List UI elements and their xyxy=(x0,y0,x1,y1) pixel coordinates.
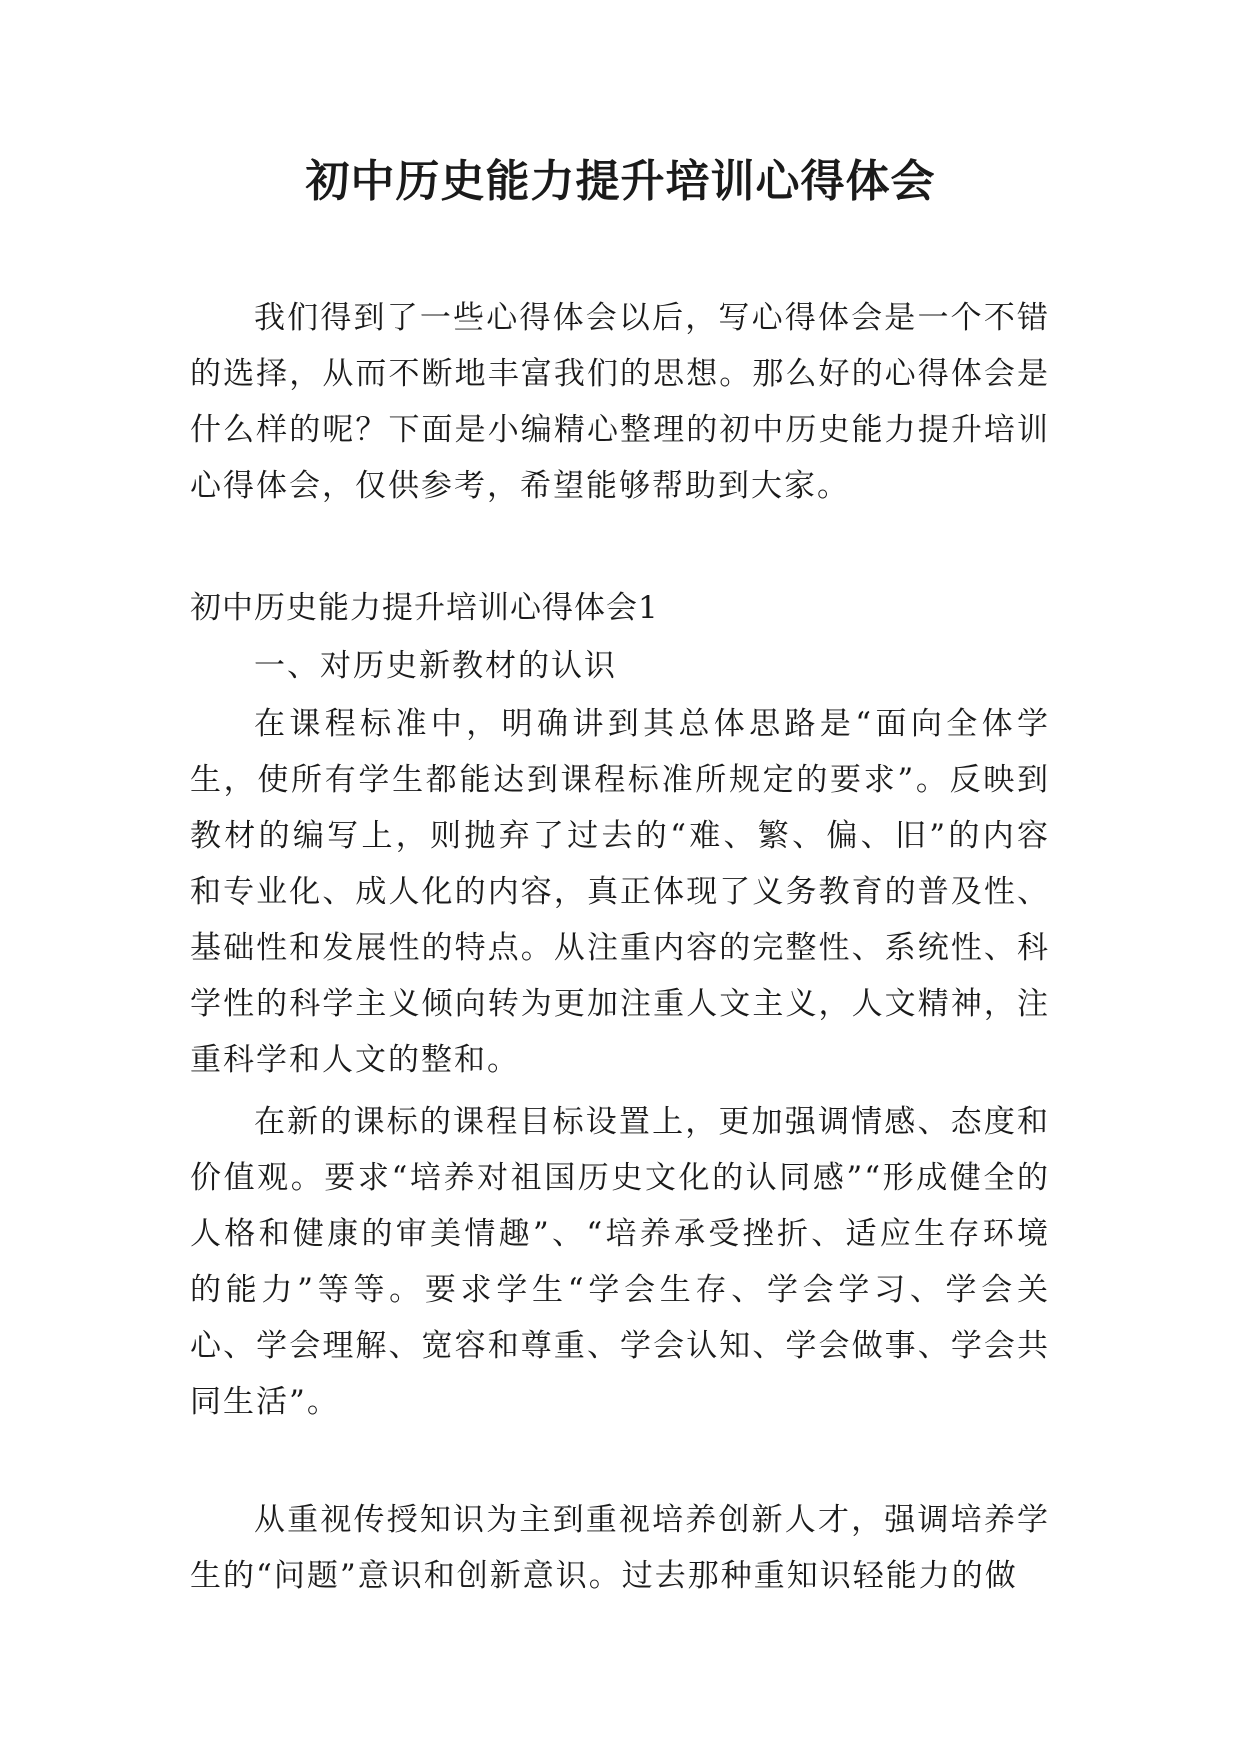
body-paragraph-3: 从重视传授知识为主到重视培养创新人才，强调培养学生的“问题”意识和创新意识。过去那种重知识轻能力的做 xyxy=(190,1502,1050,1594)
document-title: 初中历史能力提升培训心得体会 xyxy=(305,156,936,207)
intro-paragraph: 我们得到了一些心得体会以后，写心得体会是一个不错的选择，从而不断地丰富我们的思想。那么好的心得体会是什么样的呢？下面是小编精心整理的初中历史能力提升培训心得体会，仅供参考，希望能够帮助到大家。 xyxy=(190,300,1050,504)
body-paragraph-2: 在新的课标的课程目标设置上，更加强调情感、态度和价值观。要求“培养对祖国历史文化的认同感”“形成健全的人格和健康的审美情趣”、“培养承受挫折、适应生存环境的能力”等等。要求学生“学会生存、学会学习、学会关心、学会理解、宽容和尊重、学会认知、学会做事、学会共同生活”。 xyxy=(190,1104,1050,1420)
body-paragraph-1: 在课程标准中，明确讲到其总体思路是“面向全体学生，使所有学生都能达到课程标准所规定的要求”。反映到教材的编写上，则抛弃了过去的“难、繁、偏、旧”的内容和专业化、成人化的内容，真正体现了义务教育的普及性、基础性和发展性的特点。从注重内容的完整性、系统性、科学性的科学主义倾向转为更加注重人文主义，人文精神，注重科学和人文的整和。 xyxy=(190,706,1050,1078)
section-heading: 一、对历史新教材的认识 xyxy=(254,648,617,684)
section-title: 初中历史能力提升培训心得体会1 xyxy=(190,590,659,626)
